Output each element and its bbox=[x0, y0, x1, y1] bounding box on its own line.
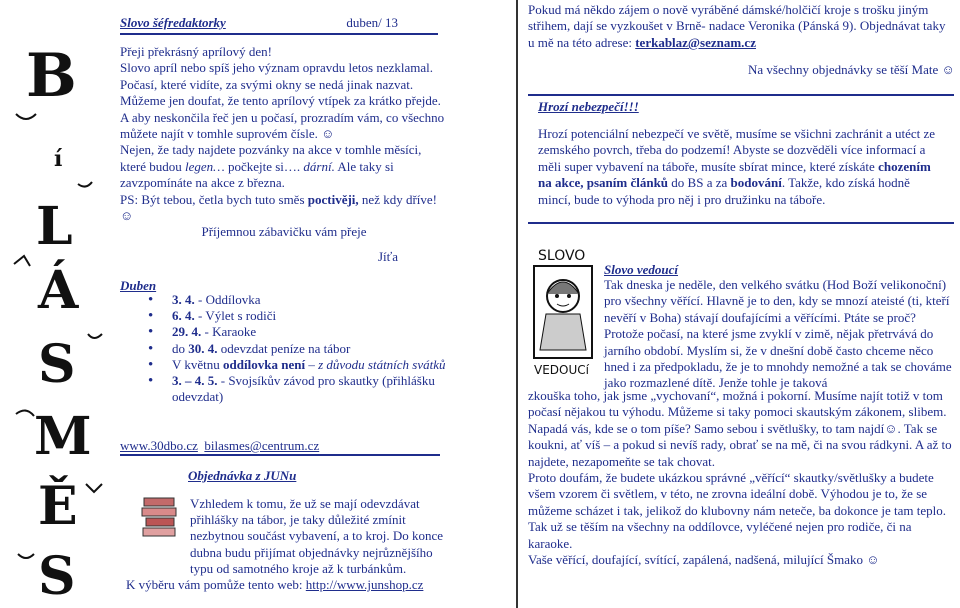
portrait-label-bottom: VEDOUCí bbox=[534, 363, 589, 377]
event-item: • 3. 4. - Oddílovka bbox=[148, 292, 448, 308]
column-divider bbox=[516, 0, 518, 608]
leader-title: Slovo vedoucí bbox=[604, 262, 679, 277]
junshop-link[interactable]: http://www.junshop.cz bbox=[305, 577, 424, 593]
editor-text bbox=[120, 44, 448, 265]
blasmes-decorative-letters bbox=[8, 34, 116, 604]
deco-letter-m: M bbox=[34, 406, 92, 467]
order-note: Na všechny objednávky se těší Mate ☺ bbox=[748, 62, 955, 77]
svg-text:í: í bbox=[54, 146, 63, 172]
events-paragraph: Nejen, že tady najdete pozvánky na akce v tomhle měsíci, které budou legen… počkejte si…. dární. Ale taky si zavzpomínáte na akce z března. bbox=[120, 142, 422, 191]
editor-header bbox=[120, 9, 438, 35]
deco-letter-b: B bbox=[26, 41, 77, 111]
order-text: Vzhledem k tomu, že už se mají odevzdávat přihlášky na tábor, je taky důležité zmínit nezbytnou součást vybavení, a to kroj. Do konce dubna budu přijímat objednávky nejrůznějšího typu od samotného kroje až k turbánkům. K výběru vám pomůže tento web: http://www.junshop.cz bbox=[126, 496, 444, 593]
order-email-link[interactable]: terkablaz@seznam.cz bbox=[635, 34, 756, 50]
event-item: • 29. 4. - Karaoke bbox=[148, 324, 448, 340]
event-item: • do 30. 4. odevzdat peníze na tábor bbox=[148, 341, 448, 357]
danger-text: Hrozí potenciální nebezpečí ve světě, musíme se všichni zachránit a utéct ze zemského povrch, třeba do podzemí! Abyste se dozvěděli více informací a měli super vybavení na táboře, musíte sbírat mince, které získáte chozením na akce, psaním článků do BS a za bodování. Takže, kdo získá hodně mincí, bude to výhoda pro něj i pro družinku na táboře. bbox=[538, 126, 936, 207]
deco-letter-e: Ě bbox=[38, 476, 78, 537]
danger-title: Hrozí nebezpečí!!! bbox=[538, 99, 639, 114]
left-column bbox=[8, 0, 448, 608]
email-link[interactable]: bilasmes@centrum.cz bbox=[204, 438, 320, 453]
event-item: • 3. – 4. 5. - Svojsíkův závod pro skautky (přihlášku odevzdat) bbox=[148, 373, 448, 405]
order-title: Objednávka z JUNu bbox=[188, 468, 297, 483]
leader-text-bottom: zkouška toho, jak jsme „vychovaní“, možná i pokorní. Musíme najít totiž v tom počasí nějakou tu výhodu. Můžeme si taky pomoci skautským zákonem, slibem. Napadá vás, kde se o tom píše? Samo sebou i světlušky, to tam najdí☺. Tak se koukni, ať víš – a pokud si nevíš rady, obrať se na mě, či na svou rádkyni. A až to najdete, nezapomeňte se tak chovat. Proto doufám, že budete ukázkou správné „věřící“ skautky/světlušky a budete všem vzorem či světlem, v této, ne zrovna ideální době. Výhodou je to, že se můžeme scházet i tak, jelikož do klubovny nám neteče, ba dokonce je tam teplo. Tak už se těším na všechny na oddílovce, vyléčené nejen pro rodiče, či na karaoke. Vaše věřící, doufající, svítící, zapálená, nadšená, milující Šmako ☺ bbox=[528, 388, 952, 568]
events-list bbox=[148, 292, 448, 405]
leader-text-top: Tak dneska je neděle, den velkého svátku (Hod Boží velikonoční) pro všechny věřící. Hlavně je to den, kdy se mnozí ateisté (ti, kteří nevěří v Boha) stávají doufajícími a věřícími. Ptáte se proč? Protože počasí, na které jsme zvyklí v zimě, nějak přetrvává do jarního období. Myslím si, že v dnešní době často chceme něco hned i za předpokladu, že je to mnohdy nemožné a tak se chováme jako rozmazlené dítě. Jenže tohle je taková bbox=[604, 277, 952, 391]
deco-letter-s2: S bbox=[38, 546, 76, 604]
deco-letter-s: S bbox=[38, 334, 76, 395]
issue-date: duben/ 13 bbox=[346, 15, 398, 30]
wish-line: Příjemnou zábavičku vám přeje bbox=[201, 224, 367, 240]
content-paragraph: A aby neskončila řeč jen u počasí, prozradím vám, co všechno můžete najít v tomhle suprovém čísle. ☺ bbox=[120, 109, 445, 142]
event-item: • V květnu oddílovka není – z důvodu státních svátků bbox=[148, 357, 448, 373]
website-link[interactable]: www.30dbo.cz bbox=[120, 438, 198, 453]
ps-paragraph: PS: Být tebou, četla bych tuto směs poctivěji, než kdy dříve! ☺ bbox=[120, 191, 438, 224]
event-item: • 6. 4. - Výlet s rodiči bbox=[148, 308, 448, 324]
greeting: Přeji překrásný aprílový den! bbox=[120, 44, 272, 59]
editor-title: Slovo šéfredaktorky bbox=[120, 15, 226, 30]
danger-divider bbox=[528, 94, 954, 96]
portrait-label-top: SLOVO bbox=[538, 248, 586, 264]
leader-divider bbox=[528, 222, 954, 224]
links-line bbox=[120, 438, 319, 454]
intro-paragraph: Slovo apríl nebo spíš jeho význam opravdu letos nezklamal. Počasí, které vidíte, za svými okny se nedá jinak nazvat. Můžeme jen doufat, že tento aprílový vtípek za krátko přejde. bbox=[120, 60, 441, 109]
month-heading: Duben bbox=[120, 278, 157, 293]
deco-letter-l: L bbox=[36, 196, 73, 257]
signature: Jíťa bbox=[378, 248, 398, 264]
deco-letter-a: Á bbox=[38, 260, 79, 321]
kroje-text: Pokud má někdo zájem o nově vyráběné dámské/holčičí kroje s trošku jiným střihem, dají se vyzkoušet v Brně- nadace Veronika (Pánská 9). Objednávat taky u mě na této adrese: terkablaz@seznam.cz bbox=[528, 2, 946, 50]
leader-portrait-icon bbox=[528, 244, 598, 380]
section-divider bbox=[120, 454, 440, 456]
